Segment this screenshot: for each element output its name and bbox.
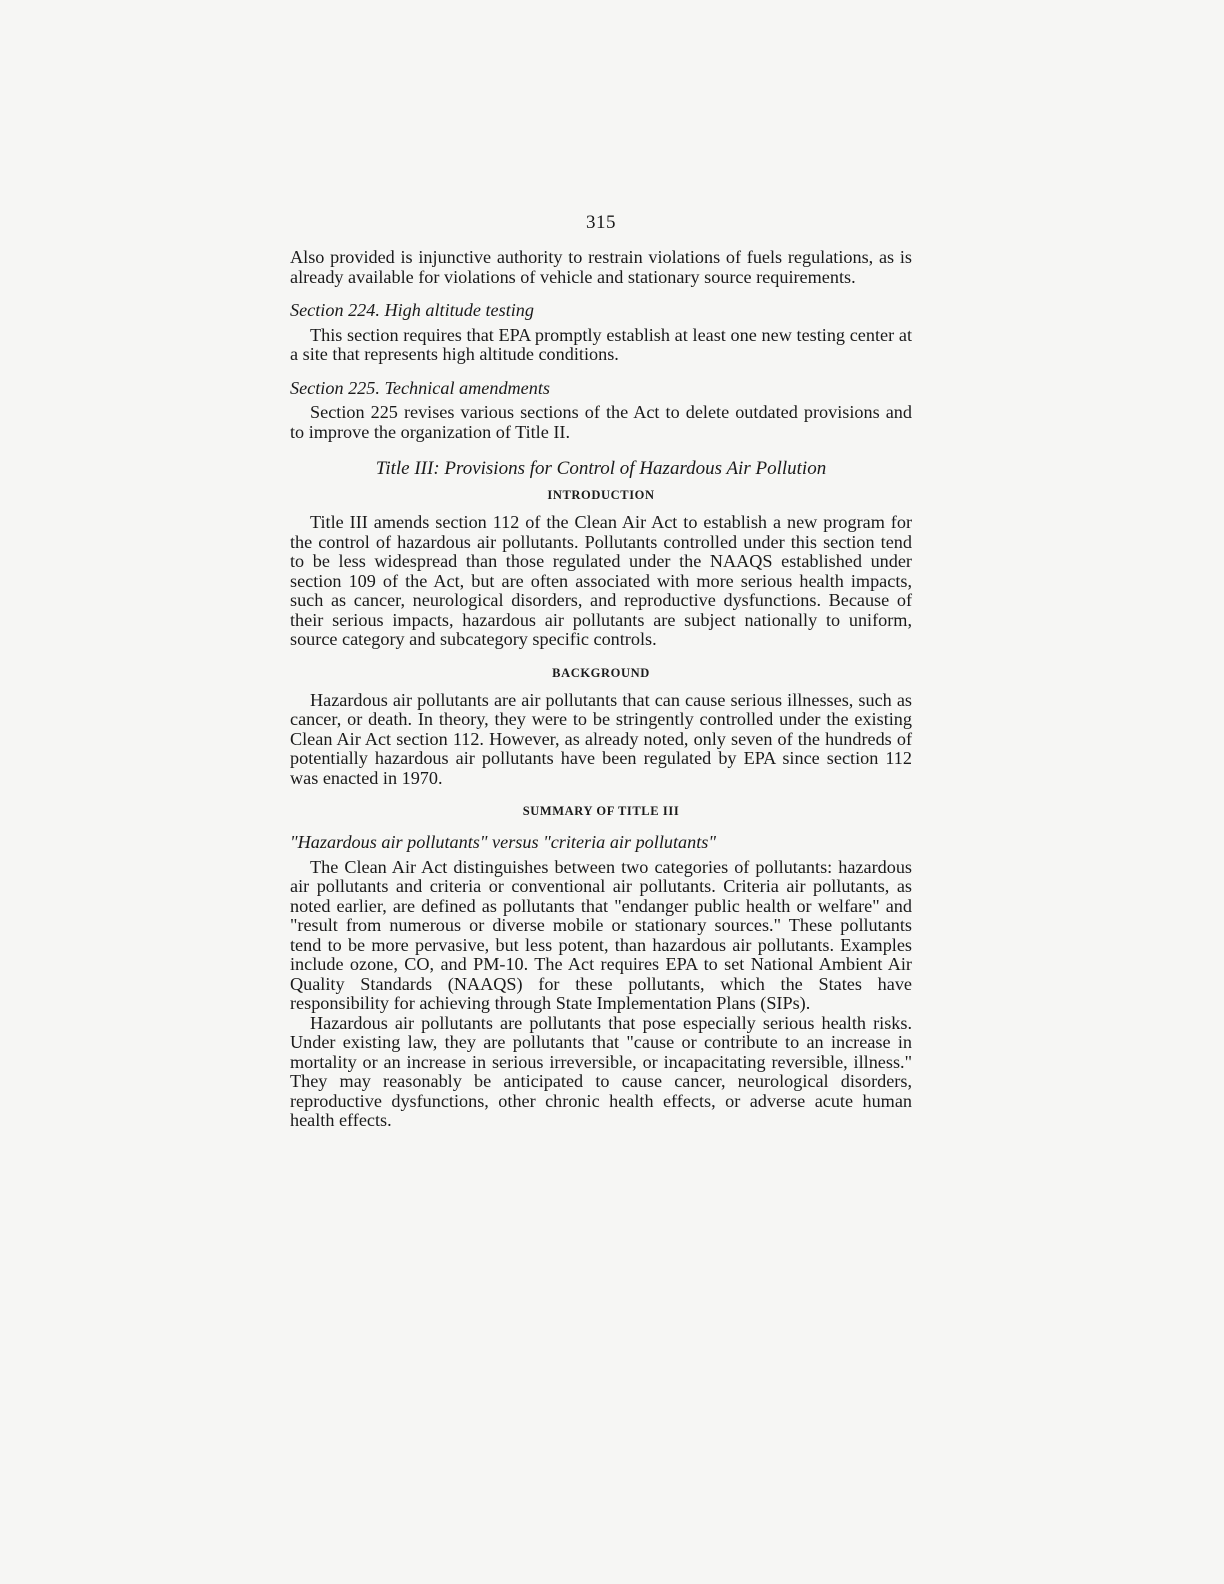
page-number: 315 xyxy=(586,212,616,233)
paragraph-introduction: Title III amends section 112 of the Clean Air Act to establish a new program for the control of hazardous air pollutants. Pollutants controlled under this section tend to be less widespread than those regulated under the NAAQS established under section 109 of the Act, but are often associated with more serious health impacts, such as cancer, neurological disorders, and reproductive dysfunctions. Because of their serious impacts, hazardous air pollutants are subject nationally to uniform, source category and subcategory specific controls. xyxy=(290,512,912,649)
paragraph-two-categories: The Clean Air Act distinguishes between two categories of pollutants: hazardous air pollutants and criteria or conventional air pollutants. Criteria air pollutants, as noted earlier, are defined as pollutants that "endanger public health or welfare" and "result from numerous or diverse mobile or stationary sources." These pollutants tend to be more pervasive, but less potent, than hazardous air pollutants. Examples include ozone, CO, and PM-10. The Act requires EPA to set National Ambient Air Quality Standards (NAAQS) for these pollutants, which the States have responsibility for achieving through State Implementation Plans (SIPs). xyxy=(290,856,912,1013)
paragraph-high-altitude-testing: This section requires that EPA promptly establish at least one new testing center at a site that represents high altitude conditions. xyxy=(290,324,912,364)
summary-heading: SUMMARY OF TITLE III xyxy=(522,804,680,818)
hazardous-vs-criteria-heading: "Hazardous air pollutants" versus "criteria air pollutants" xyxy=(290,832,716,852)
section-224-heading: Section 224. High altitude testing xyxy=(290,300,534,320)
paragraph-background: Hazardous air pollutants are air pollutants that can cause serious illnesses, such as cancer, or death. In theory, they were to be stringently controlled under the existing Clean Air Act section 112. However, as already noted, only seven of the hundreds of potentially hazardous air pollutants have been regulated by EPA since section 112 was enacted in 1970. xyxy=(290,689,912,788)
background-heading: BACKGROUND xyxy=(552,665,650,680)
document-page xyxy=(290,212,912,1131)
paragraph-technical-amendments: Section 225 revises various sections of the Act to delete outdated provisions and to improve the organization of Title II. xyxy=(290,402,912,442)
paragraph-hazardous-definition: Hazardous air pollutants are pollutants that pose especially serious health risks. Under existing law, they are pollutants that "cause or contribute to an increase in mortality or an increase in serious irreversible, or incapacitating reversible, illness." They may reasonably be anticipated to cause cancer, neurological disorders, reproductive dysfunctions, other chronic health effects, or adverse acute human health effects. xyxy=(290,1012,912,1130)
paragraph-injunctive-authority: Also provided is injunctive authority to restrain violations of fuels regulations, as is already available for violations of vehicle and stationary source requirements. xyxy=(290,247,912,287)
title-iii-heading: Title III: Provisions for Control of Hazardous Air Pollution xyxy=(375,458,827,479)
introduction-heading: INTRODUCTION xyxy=(547,488,655,502)
section-225-heading: Section 225. Technical amendments xyxy=(290,377,550,398)
